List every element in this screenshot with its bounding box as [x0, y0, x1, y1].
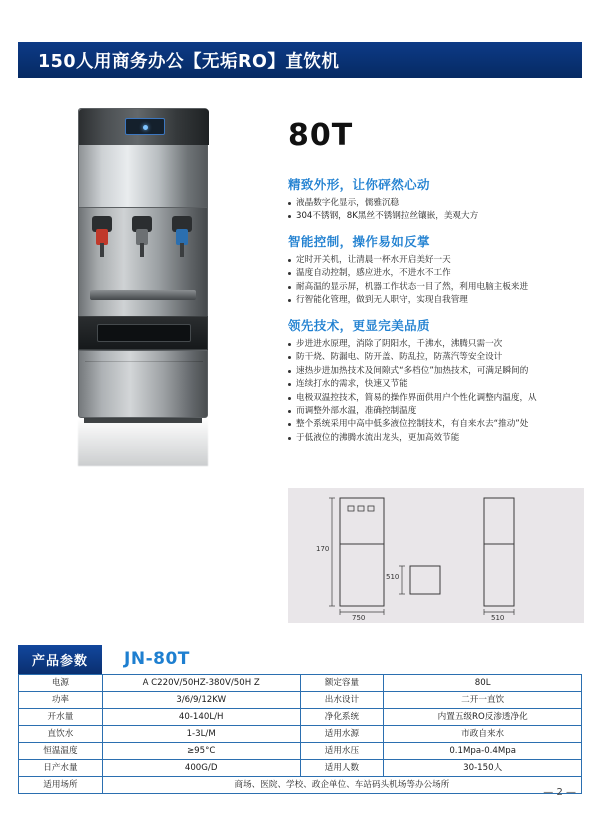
feature-list [288, 338, 584, 445]
tap-group [92, 216, 196, 286]
dim-label-side-width: 510 [491, 614, 505, 622]
table-row [19, 709, 582, 726]
spec-value: 3/6/9/12KW [102, 692, 300, 709]
water-dispenser-illustration [78, 108, 208, 418]
spec-key: 功率 [19, 692, 103, 709]
spec-value: 400G/D [102, 760, 300, 777]
spec-key: 出水设计 [300, 692, 384, 709]
spec-key: 适用场所 [19, 777, 103, 794]
feature-item: 304不锈钢，8K黑丝不锈钢拉丝镶嵌，美观大方 [288, 210, 584, 222]
spec-table [18, 674, 582, 794]
product-photo [40, 100, 280, 470]
feature-item: 步进进水原理，消除了阴阳水，千沸水，沸腾只需一次 [288, 338, 584, 350]
tap-spout-icon [180, 243, 184, 257]
cabinet-top-black-panel [79, 109, 209, 145]
spec-value: 80L [384, 675, 582, 692]
table-row [19, 675, 582, 692]
dim-label-mid-height: 510 [386, 573, 400, 581]
dim-label-front-width: 750 [352, 614, 366, 622]
tap-spout-icon [140, 243, 144, 257]
table-row [19, 743, 582, 760]
table-row [19, 692, 582, 709]
hot-water-tap [92, 216, 112, 270]
spec-value: 商场、医院、学校、政企单位、车站码头机场等办公场所 [102, 777, 581, 794]
feature-item: 连续打水的需求，快速又节能 [288, 378, 584, 390]
spec-value: 市政自来水 [384, 726, 582, 743]
feature-item: 定时开关机，让清晨一杯水开启美好一天 [288, 254, 584, 266]
dimension-svg [288, 488, 584, 623]
table-row [19, 777, 582, 794]
spec-key: 开水量 [19, 709, 103, 726]
tap-spout-icon [100, 243, 104, 257]
feature-item: 行智能化管理，做到无人职守，实现自我管理 [288, 294, 584, 306]
spec-value: 0.1Mpa-0.4Mpa [384, 743, 582, 760]
control-panel [78, 316, 208, 350]
cold-water-tap [172, 216, 192, 270]
feature-block-appearance [288, 175, 584, 223]
feature-heading: 智能控制，操作易如反掌 [288, 233, 430, 249]
feature-list [288, 254, 584, 307]
drip-tray [90, 290, 196, 300]
spec-value: 二开一直饮 [384, 692, 582, 709]
page-number: — 2 — [543, 787, 576, 798]
spec-key: 额定容量 [300, 675, 384, 692]
feature-block-technology [288, 316, 584, 445]
indicator-light-icon [143, 125, 148, 130]
feature-item: 防干烧、防漏电、防开盖、防乱拉，防蒸汽等安全设计 [288, 351, 584, 363]
feature-item: 于低液位的沸腾水流出龙头，更加高效节能 [288, 432, 584, 444]
spec-key: 适用人数 [300, 760, 384, 777]
product-description [288, 118, 584, 453]
feature-block-control [288, 232, 584, 307]
page-header-bar [18, 42, 582, 78]
spec-value: 30-150人 [384, 760, 582, 777]
feature-heading: 领先技术，更显完美品质 [288, 317, 430, 333]
spec-key: 直饮水 [19, 726, 103, 743]
feature-item: 整个系统采用中高中低多液位控制技术，有自来水去“推动”处 [288, 418, 584, 430]
cabinet-lower-door [78, 350, 208, 418]
feature-item: 而调整外部水温，准确控制温度 [288, 405, 584, 417]
dim-label-front-height: 170 [316, 545, 330, 553]
spec-value: 内置五级RO反渗透净化 [384, 709, 582, 726]
dimension-drawing [288, 488, 584, 623]
table-row [19, 760, 582, 777]
spec-tab-label: 产品参数 [18, 645, 102, 674]
warm-water-tap [132, 216, 152, 270]
door-seam [85, 361, 203, 362]
spec-key: 适用水源 [300, 726, 384, 743]
spec-key: 恒温温度 [19, 743, 103, 760]
spec-key: 适用水压 [300, 743, 384, 760]
spec-key: 电源 [19, 675, 103, 692]
page-title: 150人用商务办公【无垢RO】直饮机 [38, 51, 340, 72]
feature-heading: 精致外形，让你砰然心动 [288, 177, 430, 192]
spec-key: 日产水量 [19, 760, 103, 777]
spec-value: ≥95°C [102, 743, 300, 760]
feature-list [288, 197, 584, 223]
photo-reflection [78, 418, 208, 466]
spec-value: 40-140L/H [102, 709, 300, 726]
feature-item: 液晶数字化显示，儒雅沉稳 [288, 197, 584, 209]
spec-value: 1-3L/M [102, 726, 300, 743]
spec-model-label: JN-80T [124, 649, 190, 669]
feature-item: 耐高温的显示屏，机器工作状态一目了然，利用电脑主板来进 [288, 281, 584, 293]
display-panel [125, 118, 165, 135]
model-heading: 80T [288, 118, 354, 153]
table-row [19, 726, 582, 743]
feature-item: 电极双温控技术，简易的操作界面供用户个性化调整内温度，从 [288, 392, 584, 404]
feature-item: 温度自动控制，感应进水，不进水不工作 [288, 267, 584, 279]
spec-key: 净化系统 [300, 709, 384, 726]
spec-value: A C220V/50HZ-380V/50H Z [102, 675, 300, 692]
lcd-screen [97, 324, 191, 342]
feature-item: 速热步进加热技术及间隙式“多档位”加热技术，可满足瞬间的 [288, 365, 584, 377]
spec-header [18, 645, 582, 673]
cabinet-upper [78, 108, 208, 208]
